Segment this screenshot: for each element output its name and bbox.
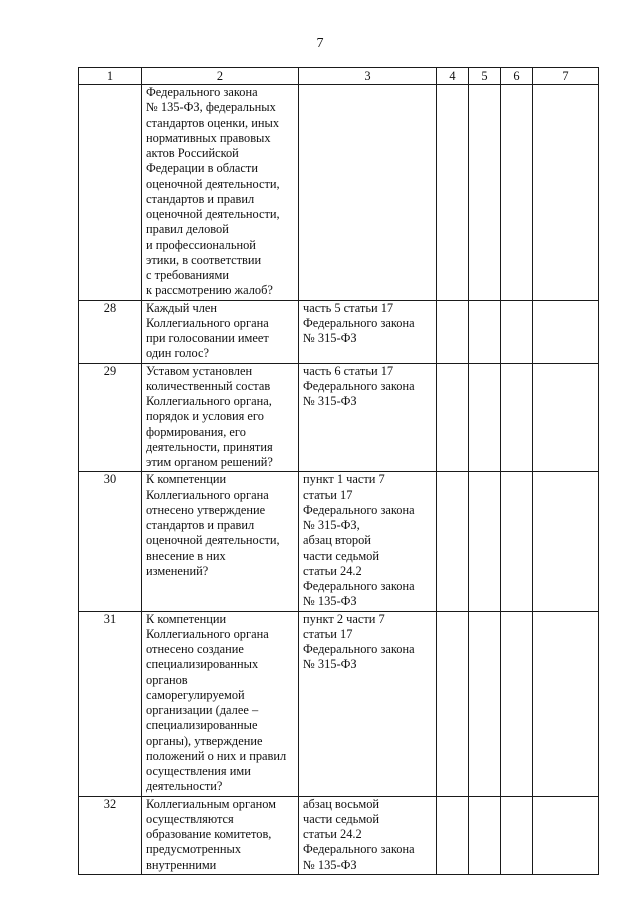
row-number: 30 xyxy=(79,472,142,611)
answer-cell-4 xyxy=(437,611,469,796)
answer-cell-7 xyxy=(533,300,599,363)
answer-cell-7 xyxy=(533,85,599,301)
answer-cell-4 xyxy=(437,472,469,611)
column-header-5: 5 xyxy=(469,68,501,85)
requirement-text: Коллегиальным органом осуществляются образование комитетов, предусмотренных внутренними xyxy=(142,796,299,874)
table-row xyxy=(79,796,599,874)
row-number xyxy=(79,85,142,301)
requirement-text: Федерального закона № 135-ФЗ, федеральных стандартов оценки, иных нормативных правовых актов Российской Федерации в области оценочной деятельности, стандартов и правил оценочной деятельности, правил деловой и профессиональной этики, в соответствии с требованиями к рассмотрению жалоб? xyxy=(142,85,299,301)
answer-cell-5 xyxy=(469,85,501,301)
row-number: 29 xyxy=(79,363,142,472)
column-header-4: 4 xyxy=(437,68,469,85)
column-header-7: 7 xyxy=(533,68,599,85)
answer-cell-6 xyxy=(501,85,533,301)
legal-reference xyxy=(299,85,437,301)
answer-cell-4 xyxy=(437,300,469,363)
answer-cell-7 xyxy=(533,796,599,874)
answer-cell-5 xyxy=(469,472,501,611)
table-row xyxy=(79,472,599,611)
table-row xyxy=(79,300,599,363)
table-row xyxy=(79,611,599,796)
requirement-text: Уставом установлен количественный состав Коллегиального органа, порядок и условия его формирования, его деятельности, принятия этим органом решений? xyxy=(142,363,299,472)
table-header-row xyxy=(79,68,599,85)
legal-reference: пункт 1 части 7 статьи 17 Федерального закона № 315-ФЗ, абзац второй части седьмой статьи 24.2 Федерального закона № 135-ФЗ xyxy=(299,472,437,611)
requirement-text: К компетенции Коллегиального органа отнесено создание специализированных органов саморегулируемой организации (далее – специализированные органы), утверждение положений о них и правил осуществления ими деятельности? xyxy=(142,611,299,796)
answer-cell-6 xyxy=(501,796,533,874)
column-header-2: 2 xyxy=(142,68,299,85)
answer-cell-6 xyxy=(501,300,533,363)
answer-cell-5 xyxy=(469,796,501,874)
row-number: 31 xyxy=(79,611,142,796)
column-header-3: 3 xyxy=(299,68,437,85)
answer-cell-6 xyxy=(501,472,533,611)
answer-cell-7 xyxy=(533,611,599,796)
requirement-text: К компетенции Коллегиального органа отнесено утверждение стандартов и правил оценочной деятельности, внесение в них изменений? xyxy=(142,472,299,611)
answer-cell-6 xyxy=(501,363,533,472)
answer-cell-4 xyxy=(437,796,469,874)
table-row xyxy=(79,85,599,301)
column-header-1: 1 xyxy=(79,68,142,85)
legal-reference: абзац восьмой части седьмой статьи 24.2 Федерального закона № 135-ФЗ xyxy=(299,796,437,874)
answer-cell-4 xyxy=(437,363,469,472)
answer-cell-7 xyxy=(533,363,599,472)
column-header-6: 6 xyxy=(501,68,533,85)
requirement-text: Каждый член Коллегиального органа при голосовании имеет один голос? xyxy=(142,300,299,363)
legal-reference: пункт 2 части 7 статьи 17 Федерального закона № 315-ФЗ xyxy=(299,611,437,796)
answer-cell-5 xyxy=(469,363,501,472)
answer-cell-7 xyxy=(533,472,599,611)
answer-cell-5 xyxy=(469,300,501,363)
answer-cell-6 xyxy=(501,611,533,796)
page-number: 7 xyxy=(316,36,324,51)
row-number: 32 xyxy=(79,796,142,874)
row-number: 28 xyxy=(79,300,142,363)
legal-reference: часть 6 статьи 17 Федерального закона № 315-ФЗ xyxy=(299,363,437,472)
legal-reference: часть 5 статьи 17 Федерального закона № 315-ФЗ xyxy=(299,300,437,363)
answer-cell-4 xyxy=(437,85,469,301)
answer-cell-5 xyxy=(469,611,501,796)
table-row xyxy=(79,363,599,472)
checklist-table xyxy=(78,67,599,875)
